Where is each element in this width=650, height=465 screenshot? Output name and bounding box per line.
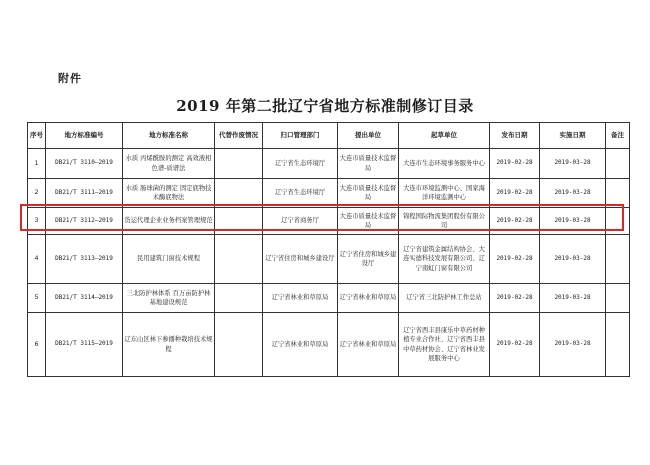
- cell-drafter: 辽宁省三北防护林工作总站: [399, 284, 490, 313]
- cell-dept: 辽宁省林业和草原局: [263, 313, 338, 377]
- cell-drafter: 锦程国际物流集团股份有限公司: [399, 208, 490, 235]
- cell-replace: [215, 284, 263, 313]
- cell-dept: 辽宁省商务厅: [263, 208, 338, 235]
- attachment-label: 附件: [58, 72, 82, 85]
- cell-drafter: 辽宁省建筑金属结构协会、大连实德科技发展有限公司、辽宁南虹门窗有限公司: [399, 235, 490, 284]
- cell-publish-date: 2019-02-28: [490, 179, 540, 208]
- table-row: [28, 149, 630, 179]
- cell-proposer: 大连市质量技术监督局: [338, 208, 399, 235]
- table-row: [28, 313, 630, 377]
- cell-drafter: 大连市环境监测中心、国家海洋环境监测中心: [399, 179, 490, 208]
- cell-name: 民用建筑门窗技术规程: [123, 235, 215, 284]
- cell-name: 水质 丙烯酰胺的测定 高效液相色谱-质谱法: [123, 149, 215, 179]
- cell-replace: [215, 313, 263, 377]
- cell-implement-date: 2019-03-28: [540, 208, 606, 235]
- cell-name: 水质 肠球菌的测定 固定底物技术酶底物法: [123, 179, 215, 208]
- standards-table: [27, 122, 630, 377]
- cell-remark: [606, 284, 630, 313]
- cell-implement-date: 2019-03-28: [540, 313, 606, 377]
- cell-drafter: 辽宁省西丰县康乐中草药材种植专业合作社、辽宁省西丰县中草药材协会、辽宁省林业发展服务中心: [399, 313, 490, 377]
- cell-publish-date: 2019-02-28: [490, 235, 540, 284]
- header-code: 地方标准编号: [46, 123, 123, 149]
- header-publish-date: 发布日期: [490, 123, 540, 149]
- cell-dept: 辽宁省住房和城乡建设厅: [263, 235, 338, 284]
- cell-replace: [215, 149, 263, 179]
- header-dept: 归口管理部门: [263, 123, 338, 149]
- table-row: [28, 235, 630, 284]
- cell-proposer: 大连市质量技术监督局: [338, 179, 399, 208]
- cell-code: DB21/T 3115—2019: [46, 313, 123, 377]
- header-implement-date: 实施日期: [540, 123, 606, 149]
- cell-replace: [215, 235, 263, 284]
- cell-proposer: 辽宁省林业和草原局: [338, 313, 399, 377]
- cell-remark: [606, 149, 630, 179]
- header-replace: 代替作废情况: [215, 123, 263, 149]
- cell-proposer: 大连市质量技术监督局: [338, 149, 399, 179]
- cell-code: DB21/T 3112—2019: [46, 208, 123, 235]
- cell-drafter: 大连市生态环境事务服务中心: [399, 149, 490, 179]
- header-remark: 备注: [606, 123, 630, 149]
- cell-implement-date: 2019-03-28: [540, 149, 606, 179]
- cell-no: 4: [28, 235, 46, 284]
- cell-proposer: 辽宁省林业和草原局: [338, 284, 399, 313]
- cell-publish-date: 2019-02-28: [490, 313, 540, 377]
- header-name: 地方标准名称: [123, 123, 215, 149]
- table-row: [28, 284, 630, 313]
- cell-code: DB21/T 3111—2019: [46, 179, 123, 208]
- cell-no: 6: [28, 313, 46, 377]
- page-title: 2019 年第二批辽宁省地方标准制修订目录: [176, 97, 474, 115]
- cell-dept: 辽宁省生态环境厅: [263, 149, 338, 179]
- cell-no: 1: [28, 149, 46, 179]
- header-drafter: 起草单位: [399, 123, 490, 149]
- cell-name: 三北防护林体系 百万亩防护林基地建设规范: [123, 284, 215, 313]
- cell-implement-date: 2019-03-28: [540, 179, 606, 208]
- cell-dept: 辽宁省生态环境厅: [263, 179, 338, 208]
- cell-implement-date: 2019-03-28: [540, 284, 606, 313]
- cell-no: 2: [28, 179, 46, 208]
- cell-name: 货运代理企业业务档案管理规范: [123, 208, 215, 235]
- header-proposer: 提出单位: [338, 123, 399, 149]
- cell-no: 3: [28, 208, 46, 235]
- table-header-row: [28, 123, 630, 149]
- cell-implement-date: 2019-03-28: [540, 235, 606, 284]
- cell-dept: 辽宁省林业和草原局: [263, 284, 338, 313]
- cell-code: DB21/T 3110—2019: [46, 149, 123, 179]
- cell-publish-date: 2019-02-28: [490, 284, 540, 313]
- cell-remark: [606, 313, 630, 377]
- cell-proposer: 辽宁省住房和城乡建设厅: [338, 235, 399, 284]
- cell-code: DB21/T 3113—2019: [46, 235, 123, 284]
- highlight-box: [20, 204, 624, 231]
- cell-remark: [606, 235, 630, 284]
- cell-no: 5: [28, 284, 46, 313]
- cell-name: 辽东山区林下参播种栽培技术规程: [123, 313, 215, 377]
- cell-publish-date: 2019-02-28: [490, 208, 540, 235]
- cell-publish-date: 2019-02-28: [490, 149, 540, 179]
- header-no: 序号: [28, 123, 46, 149]
- cell-code: DB21/T 3114—2019: [46, 284, 123, 313]
